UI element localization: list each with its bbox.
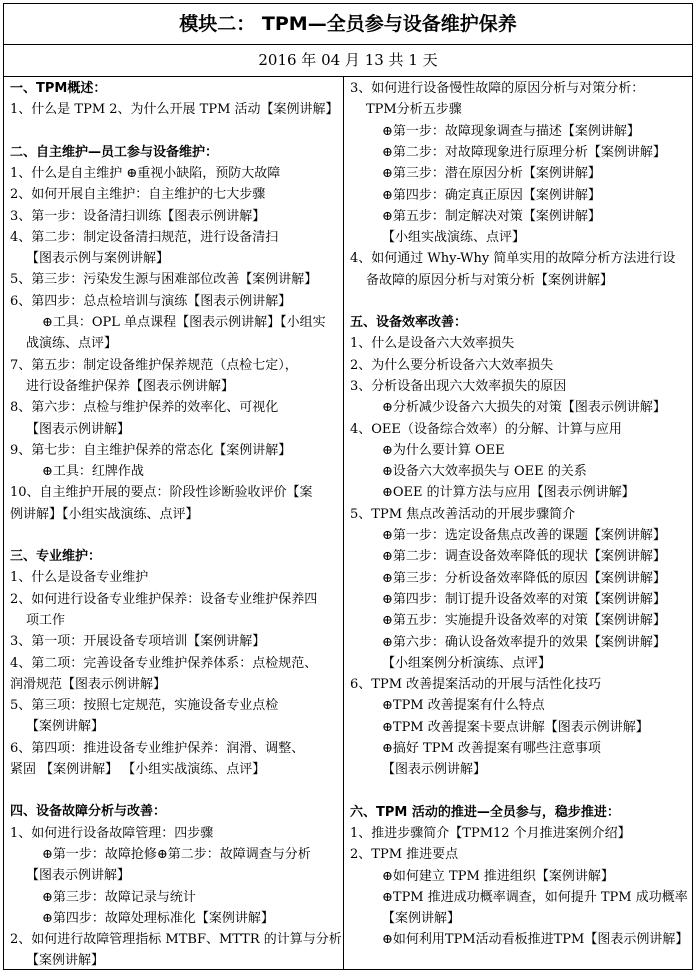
outline-line: ⊕第三步：潜在原因分析【案例讲解】 (382, 166, 601, 182)
date-line: 2016 年 04 月 13 共 1 天 (4, 45, 692, 77)
outline-line: 3、第一项：开展设备专项培训【案例讲解】 (10, 634, 266, 650)
outline-line: 例讲解】【小组实战演练、点评】 (10, 506, 199, 522)
outline-line: ⊕第四步：制订提升设备效率的对策【案例讲解】 (382, 591, 666, 607)
outline-line: 紧固 【案例讲解】 【小组实战演练、点评】 (10, 762, 266, 777)
outline-line: 【图表示例讲解】 (26, 868, 131, 884)
outline-line: ⊕TPM 改善提案卡要点讲解【图表示例讲解】 (382, 719, 649, 735)
page-title: 模块二： TPM—全员参与设备维护保养 (4, 4, 692, 45)
outline-line: ⊕搞好 TPM 改善提案有哪些注意事项 (382, 741, 601, 756)
outline-line: 【案例讲解】 (26, 953, 105, 969)
outline-line: ⊕TPM 推进成功概率调查，如何提升 TPM 成功概率 (382, 889, 688, 905)
outline-line: 3、如何进行设备慢性故障的原因分析与对策分析： (350, 81, 645, 96)
outline-line: 1、什么是设备专业维护 (10, 570, 149, 586)
outline-line: ⊕第六步：确认设备效率提升的效果【案例讲解】 (382, 634, 666, 650)
outline-line: 【案例讲解】 (382, 911, 461, 927)
outline-line: ⊕如何建立 TPM 推进组织【案例讲解】 (382, 868, 614, 884)
outline-line: 4、如何通过 Why-Why 简单实用的故障分析方法进行设 (350, 251, 676, 267)
outline-line: 2、TPM 推进要点 (350, 847, 459, 863)
outline-line: 【小组案例分析演练、点评】 (382, 655, 552, 671)
outline-line: ⊕第五步：制定解决对策【案例讲解】 (382, 208, 601, 224)
outline-line: 项工作 (26, 612, 66, 628)
outline-line: ⊕工具：红牌作战 (42, 464, 144, 480)
outline-line: ⊕工具：OPL 单点课程【图表示例讲解】【小组实 (42, 315, 326, 330)
outline-line: ⊕第一步：选定设备焦点改善的课题【案例讲解】 (382, 528, 666, 543)
outline-line: 备故障的原因分析与对策分析【案例讲解】 (366, 272, 614, 288)
right-column (344, 76, 692, 969)
outline-line: 4、OEE（设备综合效率）的分解、计算与应用 (350, 421, 622, 437)
outline-line: 1、什么是 TPM 2、为什么开展 TPM 活动【案例讲解】 (10, 102, 339, 118)
outline-line: 1、什么是自主维护 ⊕重视小缺陷，预防大故障 (10, 165, 281, 181)
outline-line: 7、第五步：制定设备维护保养规范（点检七定）， (10, 357, 298, 373)
outline-line: 2、为什么要分析设备六大效率损失 (350, 357, 554, 373)
outline-line: 8、第六步：点检与维护保养的效率化、可视化 (10, 400, 279, 416)
outline-line: ⊕第四步：故障处理标准化【案例讲解】 (42, 910, 274, 926)
section-heading: 六、TPM 活动的推进—全员参与，稳步推进： (350, 804, 620, 820)
section-heading: 一、TPM概述： (10, 81, 107, 96)
outline-line: ⊕第二步：对故障现象进行原理分析【案例讲解】 (382, 144, 666, 160)
outline-line: 6、第四项：推进设备专业维护保养：润滑、调整、 (10, 740, 305, 756)
outline-line: ⊕第四步：确定真正原因【案例讲解】 (382, 187, 601, 203)
outline-line: ⊕第三步：分析设备效率降低的原因【案例讲解】 (382, 570, 666, 586)
outline-line: ⊕OEE 的计算方法与应用【图表示例讲解】 (382, 485, 635, 501)
outline-line: 5、TPM 焦点改善活动的开展步骤简介 (350, 506, 576, 522)
outline-line: 1、推进步骤简介【TPM12 个月推进案例介绍】 (350, 825, 631, 841)
outline-line: ⊕第一步：故障现象调查与描述【案例讲解】 (382, 123, 640, 139)
outline-line: 1、如何进行设备故障管理：四步骤 (10, 825, 214, 841)
outline-line: 6、TPM 改善提案活动的开展与活性化技巧 (350, 677, 602, 693)
outline-line: 2、如何进行设备专业维护保养：设备专业维护保养四 (10, 591, 318, 607)
outline-line: 4、第二项：完善设备专业维护保养体系：点检规范、 (10, 655, 318, 671)
outline-line: 3、第一步：设备清扫训练【图表示例讲解】 (10, 208, 266, 224)
outline-line: 【图表示例与案例讲解】 (26, 251, 170, 267)
outline-line: ⊕设备六大效率损失与 OEE 的关系 (382, 464, 587, 480)
outline-line: 润滑规范【图表示例讲解】 (10, 676, 167, 692)
outline-line: 【案例讲解】 (26, 719, 105, 735)
outline-line: ⊕第三步：故障记录与统计 (42, 889, 196, 905)
outline-line: 【图表示例讲解】 (382, 762, 487, 778)
outline-sheet (3, 3, 693, 970)
outline-line: ⊕第五步：实施提升设备效率的对策【案例讲解】 (382, 613, 666, 629)
outline-line: 2、如何进行故障管理指标 MTBF、MTTR 的计算与分析 (10, 932, 342, 948)
outline-line: 2、如何开展自主维护：自主维护的七大步骤 (10, 187, 266, 203)
outline-line: ⊕为什么要计算 OEE (382, 442, 505, 458)
outline-line: 4、第二步：制定设备清扫规范，进行设备清扫 (10, 229, 279, 245)
outline-line: 战演练、点评】 (26, 336, 118, 352)
outline-line: ⊕第一步：故障抢修⊕第二步：故障调查与分析 (42, 846, 311, 862)
outline-line: ⊕TPM 改善提案有什么特点 (382, 698, 545, 714)
outline-line: ⊕第二步：调查设备效率降低的现状【案例讲解】 (382, 549, 666, 565)
section-heading: 四、设备故障分析与改善： (10, 804, 167, 820)
section-heading: 二、自主维护—员工参与设备维护： (10, 144, 219, 160)
outline-line: TPM分析五步骤 (366, 102, 462, 118)
outline-line: 进行设备维护保养【图表示例讲解】 (26, 378, 235, 394)
outline-line: 【图表示例讲解】 (26, 421, 131, 437)
outline-line: ⊕分析减少设备六大损失的对策【图表示例讲解】 (382, 400, 666, 416)
outline-line: 5、第三项：按照七定规范，实施设备专业点检 (10, 698, 279, 714)
outline-line: 10、自主维护开展的要点：阶段性诊断验收评价【案 (10, 485, 313, 501)
outline-line: 5、第三步：污染发生源与困难部位改善【案例讲解】 (10, 272, 318, 288)
section-heading: 三、专业维护： (10, 549, 102, 564)
outline-line: 6、第四步：总点检培训与演练【图表示例讲解】 (10, 293, 292, 309)
section-heading: 五、设备效率改善： (350, 315, 468, 330)
outline-line: 3、分析设备出现六大效率损失的原因 (350, 378, 567, 394)
outline-line: ⊕如何利用TPM活动看板推进TPM【图表示例讲解】 (382, 932, 689, 948)
outline-line: 【小组实战演练、点评】 (382, 230, 526, 246)
left-column (4, 76, 344, 969)
outline-line: 9、第七步：自主维护保养的常态化【案例讲解】 (10, 442, 292, 458)
outline-line: 1、什么是设备六大效率损失 (350, 336, 515, 352)
